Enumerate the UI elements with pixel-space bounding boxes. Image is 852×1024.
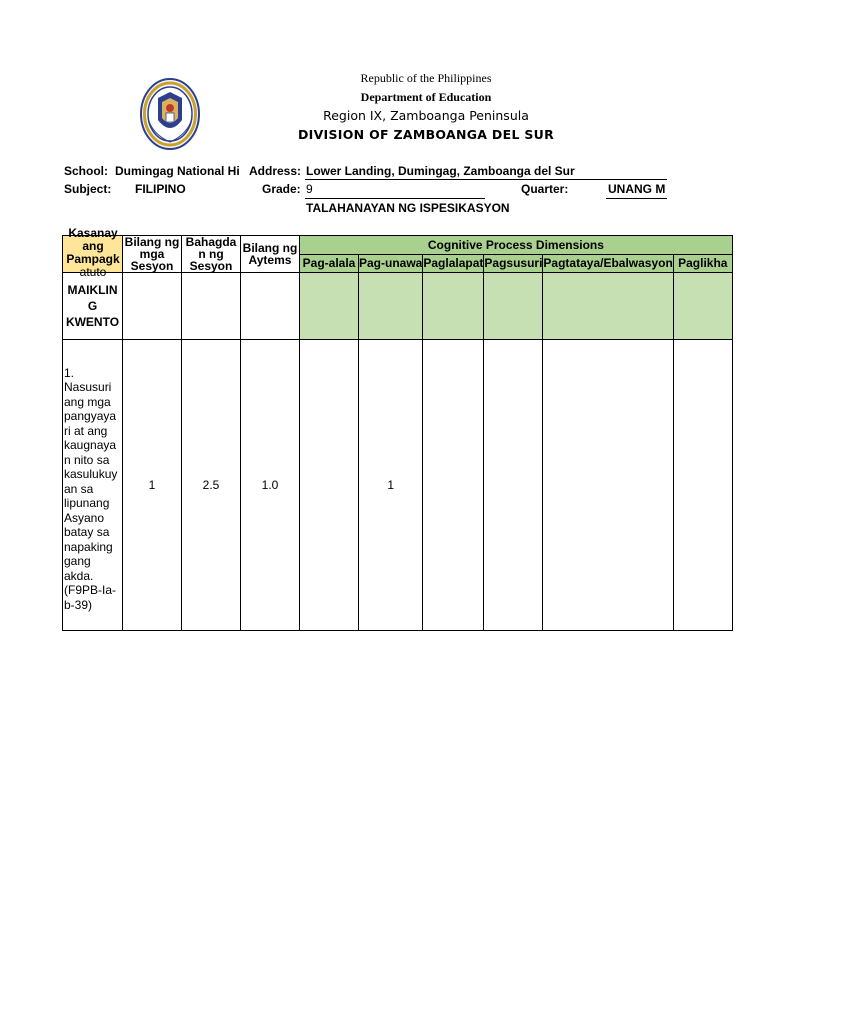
cognitive-header: Cognitive Process Dimensions [300,236,733,255]
table-title: TALAHANAYAN NG ISPESIKASYON [306,201,510,215]
specification-table [62,226,733,631]
section-sessions-cell [123,273,182,340]
department-line: Department of Education [360,90,492,104]
items-header: Bilang ng Aytems [241,236,300,273]
school-value: Dumingag National Hi [115,164,240,178]
sessions-header: Bilang ng mga Sesyon [123,236,182,273]
quarter-underline [606,198,667,199]
cognitive-col-understanding: Pag-unawa [359,254,423,273]
section-label: MAIKLIN G KWENTO [63,273,123,340]
cognitive-col-analyzing: Pagsusuri [484,254,543,273]
section-cog-cell [484,273,543,340]
items-value: 1.0 [241,340,300,631]
applying-value [423,340,484,631]
grade-underline [305,198,485,199]
division-line: DIVISION OF ZAMBOANGA DEL SUR [297,127,555,142]
section-cog-cell [359,273,423,340]
school-label: School: [64,164,108,178]
cognitive-col-applying: Paglalapat [423,254,484,273]
section-items-cell [241,273,300,340]
grade-value: 9 [306,182,313,196]
republic-line: Republic of the Philippines [360,71,492,85]
analyzing-value [484,340,543,631]
quarter-value: UNANG M [608,182,666,196]
section-cog-cell [543,273,673,340]
understanding-value: 1 [359,340,423,631]
region-line: Region IX, Zamboanga Peninsula [323,108,529,123]
section-percent-cell [182,273,241,340]
subject-label: Subject: [64,182,112,196]
percent-value: 2.5 [182,340,241,631]
evaluating-value [543,340,673,631]
section-cog-cell [673,273,732,340]
address-underline [305,179,667,180]
section-cog-cell [300,273,359,340]
competency-cell: 1. Nasusuri ang mga pangyaya ri at ang kaugnaya n nito sa kasulukuy an sa lipunang Asyano batay sa napaking gang akda. (F9PB-Ia- b-39) [63,340,123,631]
subject-value: FILIPINO [135,182,186,196]
grade-label: Grade: [262,182,301,196]
sessions-value: 1 [123,340,182,631]
remembering-value [300,340,359,631]
address-label: Address: [249,164,302,178]
address-value: Lower Landing, Dumingag, Zamboanga del Sur [306,164,575,178]
competency-header: Kasanay ang Pampagk atuto [63,236,123,273]
creating-value [673,340,732,631]
cognitive-col-evaluating: Pagtataya/Ebalwasyon [543,254,673,273]
quarter-label: Quarter: [521,182,569,196]
percent-header: Bahagda n ng Sesyon [182,236,241,273]
cognitive-col-creating: Paglikha [673,254,732,273]
section-cog-cell [423,273,484,340]
cognitive-col-remembering: Pag-alala [300,254,359,273]
